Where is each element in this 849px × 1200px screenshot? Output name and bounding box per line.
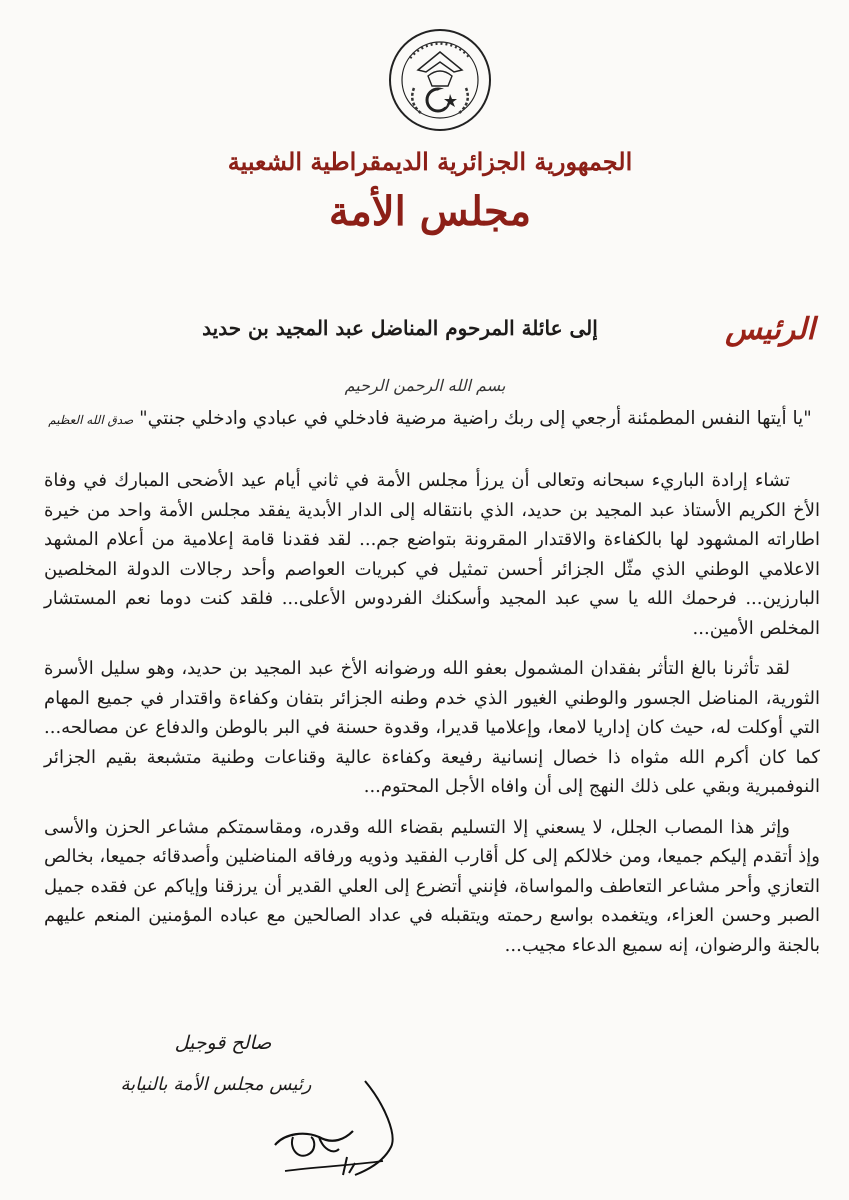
letter-body: [44, 466, 820, 971]
paragraph-1: تشاء إرادة الباريء سبحانه وتعالى أن يرزأ مجلس الأمة في ثاني أيام عيد الأضحى المبارك في وفاة الأخ الكريم الأستاذ عبد المجيد بن حديد، الذي بانتقاله إلى الدار الأبدية يفقد مجلس الأمة واحد من خيرة اطاراته المشهود لها بالكفاءة والاقتدار المقرونة بتواضع جم... لقد فقدنا قامة إعلامية من أعلام المشهد الاعلامي الوطني الذي مثّل الجزائر أحسن تمثيل في كبريات العواصم وأحد رجالات الدولة المخلصين البارزين... فرحمك الله يا سي عبد المجيد وأسكنك الفردوس الأعلى... فلقد كنت دوما نعم المستشار المخلص الأمين...: [44, 470, 820, 639]
signatory-title: رئيس مجلس الأمة بالنيابة: [120, 1074, 312, 1095]
algeria-emblem-seal-icon: [388, 28, 492, 132]
recipient-line: إلى عائلة المرحوم المناضل عبد المجيد بن حديد: [202, 316, 598, 340]
paragraph-2: لقد تأثرنا بالغ التأثر بفقدان المشمول بعفو الله ورضوانه الأخ عبد المجيد بن حديد، وهو سليل الأسرة الثورية، المناضل الجسور والوطني الغيور الذي خدم وطنه الجزائر بتفان وكفاءة واقتدار في جميع المهام التي أوكلت له، حيث كان إداريا لامعا، وإعلاميا قديرا، وقدوة حسنة في البر بالوطن والدفاع عن مصالحه... كما كان أكرم الله مثواه ذا خصال إنسانية رفيعة وكفاءة عالية وقناعات وطنية متشبعة بقيم الجزائر النوفمبرية وبقي على ذلك النهج إلى أن وافاه الأجل المحتوم...: [44, 658, 820, 797]
header-council-name: مجلس الأمة: [328, 188, 532, 235]
verse-text: "يا أيتها النفس المطمئنة أرجعي إلى ربك راضية مرضية فادخلي في عبادي وادخلي جنتي": [139, 408, 812, 429]
handwritten-signature-icon: [215, 1075, 405, 1185]
basmala: بسم الله الرحمن الرحيم: [344, 376, 506, 395]
quran-verse: [32, 408, 828, 429]
paragraph-3: وإثر هذا المصاب الجلل، لا يسعني إلا التسليم بقضاء الله وقدره، ومقاسمتكم مشاعر الحزن والأسى وإذ أتقدم إليكم جميعا، ومن خلالكم إلى كل أقارب الفقيد وذويه ورفاقه المناضلين وأصدقائه جميعا، بخالص التعازي وأحر مشاعر التعاطف والمواساة، فإنني أتضرع إلى العلي القدير أن يرزقنا وإياكم عن فقده جميل الصبر وحسن العزاء، ويتغمده بواسع رحمته ويتقبله في عداد الصالحين مع عباده المؤمنين المنعم عليهم بالجنة والرضوان، إنه سميع الدعاء مجيب...: [44, 816, 820, 956]
signatory-name: صالح قوجيل: [174, 1032, 272, 1054]
verse-closing: صدق الله العظيم: [48, 413, 134, 427]
president-label: الرئيس: [725, 312, 815, 347]
header-republic-name: الجمهورية الجزائرية الديمقراطية الشعبية: [227, 147, 633, 176]
